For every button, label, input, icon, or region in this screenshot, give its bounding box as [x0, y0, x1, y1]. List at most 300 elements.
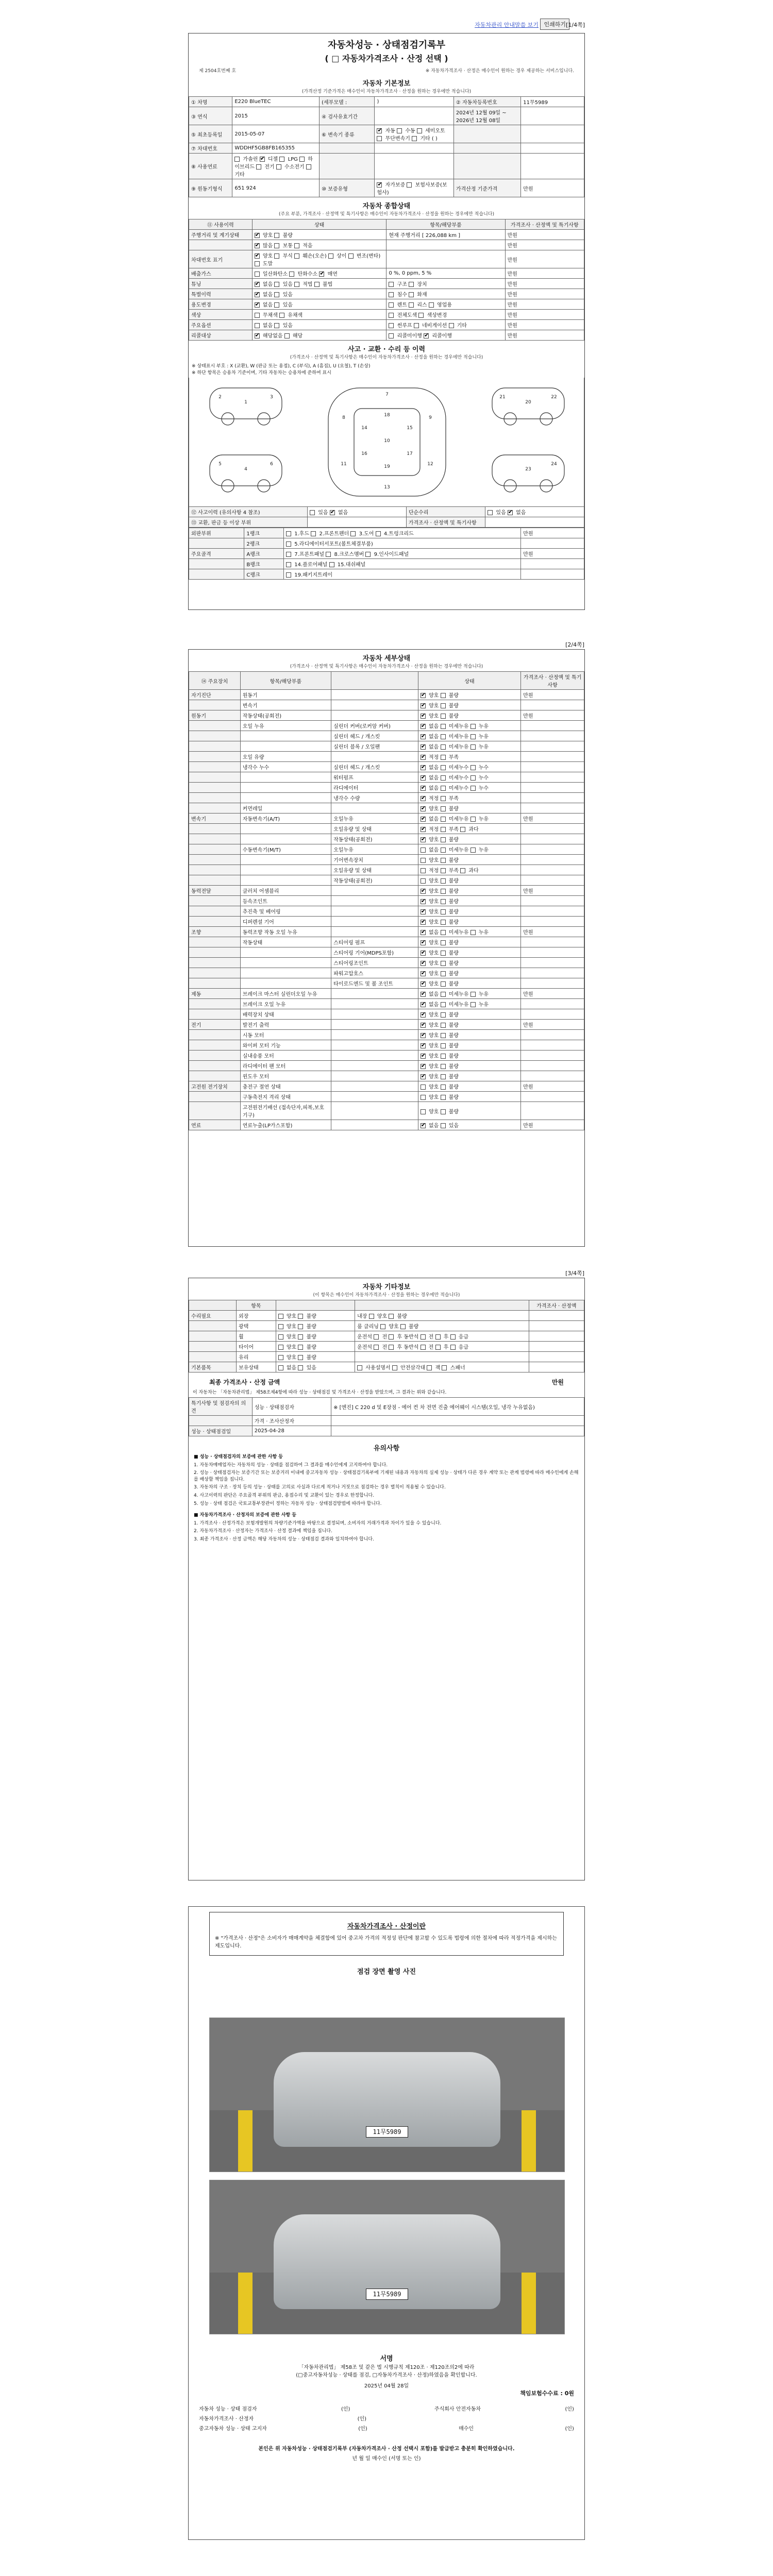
checkbox[interactable]	[389, 292, 394, 297]
basic-info-cell	[375, 154, 453, 179]
detail-cell: 오일유량 및 상태	[331, 824, 418, 834]
detail-cell	[331, 1061, 418, 1071]
checkbox[interactable]	[298, 1365, 303, 1370]
checkbox[interactable]	[421, 1109, 426, 1114]
checkbox[interactable]	[424, 333, 429, 338]
checkbox[interactable]	[298, 1334, 303, 1340]
checkbox[interactable]	[299, 157, 305, 162]
detail-cell: 클러치 어셈블리	[240, 886, 331, 896]
checkbox[interactable]	[369, 1314, 374, 1319]
checkbox[interactable]	[255, 261, 260, 266]
checkbox[interactable]	[421, 806, 426, 811]
checkbox[interactable]	[298, 1324, 303, 1329]
checkbox[interactable]	[441, 724, 446, 729]
detail-cell: 충전구 절연 상태	[240, 1081, 331, 1092]
state-cell: 색상	[189, 310, 253, 320]
checkbox[interactable]	[278, 1314, 283, 1319]
checkbox[interactable]	[435, 1345, 441, 1350]
checkbox[interactable]	[441, 1123, 446, 1128]
checkbox[interactable]	[389, 313, 394, 318]
state-cell: 용도변경	[189, 299, 253, 310]
checkbox[interactable]	[289, 272, 294, 277]
checkbox[interactable]	[389, 1345, 394, 1350]
checkbox[interactable]	[435, 1334, 441, 1340]
checkbox[interactable]	[421, 755, 426, 760]
detail-cell	[521, 783, 584, 793]
checkbox[interactable]	[421, 992, 426, 997]
checkbox[interactable]	[427, 1365, 432, 1370]
checkbox[interactable]	[421, 1064, 426, 1069]
detail-cell	[521, 721, 584, 731]
checkbox[interactable]	[421, 837, 426, 842]
checkbox[interactable]	[255, 313, 260, 318]
checkbox[interactable]	[255, 323, 260, 328]
print-button[interactable]: 인쇄하기	[540, 19, 569, 30]
detail-header: 항목/해당부품	[240, 672, 331, 690]
detail-row	[189, 793, 584, 803]
detail-cell	[521, 906, 584, 917]
checkbox[interactable]	[274, 282, 279, 287]
guide-link[interactable]: 자동차관리 안내말씀 보기	[475, 22, 539, 28]
state-row	[189, 310, 584, 320]
outer-panel-cell: 만원	[521, 528, 584, 538]
checkbox[interactable]	[421, 1002, 426, 1007]
checkbox[interactable]	[449, 323, 454, 328]
checkbox[interactable]	[350, 531, 356, 536]
checkbox[interactable]	[421, 889, 426, 894]
basic-info-row	[189, 154, 584, 179]
state-row	[189, 330, 584, 341]
checkbox[interactable]	[441, 1012, 446, 1018]
detail-cell: ✔ 양호 불량	[418, 834, 520, 844]
checkbox[interactable]	[421, 971, 426, 976]
checkbox[interactable]	[278, 1324, 283, 1329]
checkbox[interactable]	[421, 1054, 426, 1059]
checkbox[interactable]	[274, 253, 279, 259]
detail-cell: 양호 불량	[418, 1102, 520, 1120]
checkbox[interactable]	[421, 961, 426, 966]
checkbox[interactable]	[421, 1084, 426, 1090]
checkbox[interactable]	[441, 817, 446, 822]
checkbox[interactable]	[389, 1334, 394, 1340]
checkbox[interactable]	[397, 128, 402, 133]
checkbox[interactable]	[421, 796, 426, 801]
checkbox[interactable]	[421, 858, 426, 863]
checkbox[interactable]	[421, 899, 426, 904]
checkbox[interactable]	[311, 531, 316, 536]
checkbox[interactable]	[279, 157, 284, 162]
detail-cell: 조향	[189, 927, 241, 937]
checkbox[interactable]	[409, 282, 414, 287]
checkbox[interactable]	[278, 1345, 283, 1350]
checkbox[interactable]	[441, 920, 446, 925]
other-info-title: 자동차 기타정보	[362, 1283, 411, 1291]
checkbox[interactable]	[421, 765, 426, 770]
checkbox[interactable]	[421, 951, 426, 956]
checkbox[interactable]	[421, 878, 426, 884]
basic-info-row	[189, 107, 584, 125]
checkbox[interactable]	[441, 837, 446, 842]
checkbox[interactable]	[441, 1054, 446, 1059]
basic-info-cell: ✔ 자동 수동 세미오토 무단변속기 기타 ( )	[375, 125, 453, 143]
checkbox[interactable]	[421, 981, 426, 987]
checkbox[interactable]	[441, 878, 446, 884]
checkbox[interactable]	[441, 693, 446, 698]
checkbox[interactable]	[421, 693, 426, 698]
checkbox[interactable]	[255, 302, 260, 308]
detail-cell	[521, 917, 584, 927]
checkbox[interactable]	[421, 786, 426, 791]
other-info-cell	[529, 1331, 584, 1342]
checkbox[interactable]	[389, 333, 394, 338]
checkbox[interactable]	[284, 333, 290, 338]
checkbox[interactable]	[294, 253, 299, 259]
checkbox[interactable]	[421, 724, 426, 729]
outer-panel-cell: 7.프론트패널 8.크로스멤버 9.인사이드패널	[284, 549, 521, 559]
checkbox[interactable]	[278, 1355, 283, 1360]
checkbox[interactable]	[441, 744, 446, 750]
basic-info-cell	[453, 143, 520, 154]
checkbox[interactable]	[409, 292, 414, 297]
detail-cell	[189, 741, 241, 752]
checkbox[interactable]	[441, 940, 446, 945]
checkbox[interactable]	[286, 572, 291, 578]
checkbox[interactable]	[441, 858, 446, 863]
checkbox[interactable]	[421, 940, 426, 945]
checkbox[interactable]	[421, 868, 426, 873]
state-cell: 튜닝	[189, 279, 253, 289]
detail-row	[189, 1040, 584, 1050]
checkbox[interactable]	[298, 1314, 303, 1319]
checkbox[interactable]	[389, 302, 394, 308]
checkbox[interactable]	[441, 734, 446, 739]
checkbox[interactable]	[256, 164, 261, 170]
state-cell	[386, 250, 505, 268]
checkbox[interactable]	[421, 714, 426, 719]
checkbox[interactable]	[278, 1334, 283, 1340]
detail-cell: 양호 불량	[418, 855, 520, 865]
outer-panel-cell: B랭크	[244, 559, 284, 569]
detail-cell	[331, 1030, 418, 1040]
detail-cell: ✔ 없음 미세누유 누유	[418, 814, 520, 824]
checkbox[interactable]	[328, 253, 333, 259]
other-info-row	[189, 1311, 584, 1321]
checkbox[interactable]	[260, 157, 265, 162]
checkbox[interactable]	[418, 313, 424, 318]
checkbox[interactable]	[441, 703, 446, 708]
checkbox[interactable]	[389, 323, 394, 328]
checkbox[interactable]	[389, 1314, 394, 1319]
checkbox[interactable]	[306, 164, 311, 170]
basic-info-cell: ✔ 자가보증 보험사보증(보험사)	[375, 179, 453, 197]
detail-cell: ✔ 양호 불량	[418, 1050, 520, 1061]
car-part-label: 5	[219, 462, 222, 467]
checkbox[interactable]	[441, 755, 446, 760]
detail-cell	[521, 855, 584, 865]
checkbox[interactable]	[421, 744, 426, 750]
checkbox[interactable]	[298, 1345, 303, 1350]
checkbox[interactable]	[470, 744, 476, 750]
footer-statement: 본인은 위 자동차성능 · 상태점검기록부 (자동차가격조사 · 산정 선택시 포함)를 발급받고 충분히 확인하였습니다.	[258, 2446, 515, 2452]
checkbox[interactable]	[377, 136, 382, 141]
accident-cell: 있음 ✔ 없음	[485, 507, 584, 517]
checkbox[interactable]	[389, 282, 394, 287]
detail-cell	[189, 978, 241, 989]
checkbox[interactable]	[421, 817, 426, 822]
checkbox[interactable]	[409, 302, 414, 308]
doc-note: ※ 자동차가격조사 · 산정은 매수인이 원하는 경우 제공하는 서비스입니다.	[425, 69, 574, 74]
other-info-cell	[529, 1321, 584, 1331]
detail-header: 상태	[418, 672, 520, 690]
checkbox[interactable]	[441, 714, 446, 719]
checkbox[interactable]	[441, 930, 446, 935]
signature-date: 2025년 04월 28일	[364, 2383, 409, 2389]
checkbox[interactable]	[417, 128, 422, 133]
signature-cell: 매수인	[459, 2426, 474, 2432]
checkbox[interactable]	[441, 1033, 446, 1038]
checkbox[interactable]	[470, 775, 476, 781]
checkbox[interactable]	[374, 1334, 379, 1340]
checkbox[interactable]	[508, 510, 513, 515]
checkbox[interactable]	[421, 827, 426, 832]
checkbox[interactable]	[421, 1334, 426, 1340]
checkbox[interactable]	[441, 1043, 446, 1048]
detail-row	[189, 917, 584, 927]
checkbox[interactable]	[441, 992, 446, 997]
checkbox[interactable]	[286, 541, 291, 547]
state-cell: ✔ 양호 불량	[252, 230, 386, 240]
checkbox[interactable]	[279, 313, 284, 318]
checkbox[interactable]	[441, 796, 446, 801]
notice-item: 5. 성능 · 상태 점검은 국토교통부장관이 정하는 자동차 성능 · 상태점검방법에 따라야 합니다.	[194, 1501, 382, 1506]
checkbox[interactable]	[377, 128, 382, 133]
checkbox[interactable]	[421, 848, 426, 853]
checkbox[interactable]	[421, 1012, 426, 1018]
detail-cell: ✔ 적정 부족	[418, 752, 520, 762]
checkbox[interactable]	[450, 1334, 456, 1340]
state-cell: ✔ 없음 있음	[252, 299, 386, 310]
checkbox[interactable]	[442, 1365, 447, 1370]
detail-cell	[240, 834, 331, 844]
checkbox[interactable]	[441, 981, 446, 987]
checkbox[interactable]	[278, 1365, 283, 1370]
checkbox[interactable]	[441, 775, 446, 781]
checkbox[interactable]	[255, 253, 260, 259]
checkbox[interactable]	[421, 909, 426, 914]
checkbox[interactable]	[294, 282, 299, 287]
checkbox[interactable]	[421, 1123, 426, 1128]
checkbox[interactable]	[441, 961, 446, 966]
accident-table	[189, 506, 584, 528]
checkbox[interactable]	[488, 510, 493, 515]
detail-cell: 윈도우 모터	[240, 1071, 331, 1081]
checkbox[interactable]	[470, 1002, 476, 1007]
checkbox[interactable]	[274, 292, 279, 297]
checkbox[interactable]	[400, 1324, 406, 1329]
checkbox[interactable]	[255, 272, 260, 277]
state-cell: ✔ 없음 있음	[252, 289, 386, 299]
checkbox[interactable]	[470, 930, 476, 935]
checkbox[interactable]	[348, 253, 354, 259]
checkbox[interactable]	[460, 868, 465, 873]
checkbox[interactable]	[374, 1345, 379, 1350]
checkbox[interactable]	[255, 292, 260, 297]
checkbox[interactable]	[330, 510, 335, 515]
detail-cell	[331, 886, 418, 896]
detail-cell	[189, 1040, 241, 1050]
checkbox[interactable]	[274, 233, 279, 238]
checkbox[interactable]	[441, 1074, 446, 1079]
detail-row	[189, 741, 584, 752]
checkbox[interactable]	[460, 827, 465, 832]
checkbox[interactable]	[421, 930, 426, 935]
accident-cell: 가격조사 · 산정액 및 특기사항	[406, 517, 485, 528]
checkbox[interactable]	[441, 1109, 446, 1114]
checkbox[interactable]	[274, 323, 279, 328]
detail-cell	[331, 906, 418, 917]
checkbox[interactable]	[286, 562, 291, 567]
checkbox[interactable]	[255, 333, 260, 338]
checkbox[interactable]	[421, 1345, 426, 1350]
state-cell: 만원	[505, 268, 584, 279]
checkbox[interactable]	[421, 734, 426, 739]
checkbox[interactable]	[441, 1002, 446, 1007]
detail-row	[189, 1020, 584, 1030]
detail-row	[189, 721, 584, 731]
checkbox[interactable]	[255, 233, 260, 238]
checkbox[interactable]	[441, 848, 446, 853]
detail-cell: 시동 모터	[240, 1030, 331, 1040]
detail-cell: ✔ 없음 미세누유 누유	[418, 927, 520, 937]
basic-info-cell	[521, 143, 584, 154]
checkbox[interactable]	[274, 302, 279, 308]
checkbox[interactable]	[314, 282, 320, 287]
detail-cell	[240, 824, 331, 834]
state-cell: 특별이력	[189, 289, 253, 299]
checkbox[interactable]	[441, 1064, 446, 1069]
checkbox[interactable]	[255, 282, 260, 287]
checkbox[interactable]	[377, 182, 382, 188]
checkbox[interactable]	[470, 817, 476, 822]
other-info-cell: 외장	[237, 1311, 276, 1321]
checkbox[interactable]	[326, 552, 331, 557]
checkbox[interactable]	[365, 552, 371, 557]
outer-panel-row	[189, 538, 584, 549]
checkbox[interactable]	[441, 868, 446, 873]
checkbox[interactable]	[294, 243, 299, 248]
checkbox[interactable]	[470, 734, 476, 739]
checkbox[interactable]	[276, 164, 281, 170]
checkbox[interactable]	[441, 951, 446, 956]
detail-header	[331, 672, 418, 690]
checkbox[interactable]	[429, 302, 434, 308]
checkbox[interactable]	[441, 909, 446, 914]
checkbox[interactable]	[414, 323, 419, 328]
car-part-label: 14	[361, 426, 367, 431]
checkbox[interactable]	[392, 1365, 397, 1370]
checkbox[interactable]	[450, 1345, 456, 1350]
checkbox[interactable]	[329, 562, 334, 567]
checkbox[interactable]	[380, 1324, 385, 1329]
state-cell: 만원	[505, 279, 584, 289]
checkbox[interactable]	[441, 806, 446, 811]
checkbox[interactable]	[421, 775, 426, 781]
checkbox[interactable]	[441, 889, 446, 894]
checkbox[interactable]	[421, 1095, 426, 1100]
detail-cell: ✔ 양호 불량	[418, 1061, 520, 1071]
detail-cell: 만원	[521, 886, 584, 896]
car-part-label: 24	[551, 462, 557, 467]
detail-cell	[240, 968, 331, 978]
checkbox[interactable]	[441, 1084, 446, 1090]
detail-cell: ✔ 양호 불량	[418, 1040, 520, 1050]
checkbox[interactable]	[421, 1033, 426, 1038]
checkbox[interactable]	[421, 1023, 426, 1028]
checkbox[interactable]	[286, 552, 291, 557]
checkbox[interactable]	[470, 765, 476, 770]
detail-cell: 고전원전기배선 (접속단자,피복,보호기구)	[240, 1102, 331, 1120]
checkbox[interactable]	[407, 182, 412, 188]
checkbox[interactable]	[357, 1365, 362, 1370]
checkbox[interactable]	[470, 848, 476, 853]
detail-cell	[189, 947, 241, 958]
basic-info-cell: E220 BlueTEC	[232, 97, 320, 107]
checkbox[interactable]	[441, 827, 446, 832]
checkbox[interactable]	[441, 1023, 446, 1028]
footer-signature-line: 년 월 일 매수인 (서명 또는 인)	[352, 2456, 421, 2462]
checkbox[interactable]	[234, 157, 240, 162]
checkbox[interactable]	[421, 920, 426, 925]
detail-cell: ✔ 없음 미세누수 누수	[418, 762, 520, 772]
checkbox[interactable]	[376, 531, 381, 536]
checkbox[interactable]	[274, 243, 279, 248]
checkbox[interactable]	[286, 531, 291, 536]
detail-row	[189, 989, 584, 999]
checkbox[interactable]	[421, 1043, 426, 1048]
checkbox[interactable]	[441, 786, 446, 791]
checkbox[interactable]	[441, 765, 446, 770]
basic-info-table	[189, 96, 584, 197]
checkbox[interactable]	[470, 992, 476, 997]
accident-title: 사고 · 교환 · 수리 등 이력	[347, 346, 426, 353]
detail-cell	[189, 937, 241, 947]
checkbox[interactable]	[255, 243, 260, 248]
outer-panel-cell: C랭크	[244, 569, 284, 580]
checkbox[interactable]	[470, 786, 476, 791]
other-info-cell: 타이어	[237, 1342, 276, 1352]
basic-info-cell: 가격산정 기준가격	[453, 179, 520, 197]
checkbox[interactable]	[441, 899, 446, 904]
basic-info-cell	[521, 125, 584, 143]
accident-cell	[308, 517, 407, 528]
detail-cell	[189, 721, 241, 731]
basic-info-cell	[320, 154, 375, 179]
checkbox[interactable]	[441, 971, 446, 976]
other-info-cell: 보유상태	[237, 1362, 276, 1372]
checkbox[interactable]	[441, 1095, 446, 1100]
checkbox[interactable]	[298, 1355, 303, 1360]
detail-cell: ✔ 없음 미세누수 누수	[418, 783, 520, 793]
document-title: 자동차성능 · 상태점검기록부	[327, 40, 446, 50]
checkbox[interactable]	[412, 136, 417, 141]
checkbox[interactable]	[470, 724, 476, 729]
basic-info-cell: ⑩ 보증유형	[320, 179, 375, 197]
checkbox[interactable]	[421, 1074, 426, 1079]
checkbox[interactable]	[319, 272, 324, 277]
checkbox[interactable]	[310, 510, 315, 515]
checkbox[interactable]	[421, 703, 426, 708]
car-part-label: 18	[384, 413, 390, 418]
